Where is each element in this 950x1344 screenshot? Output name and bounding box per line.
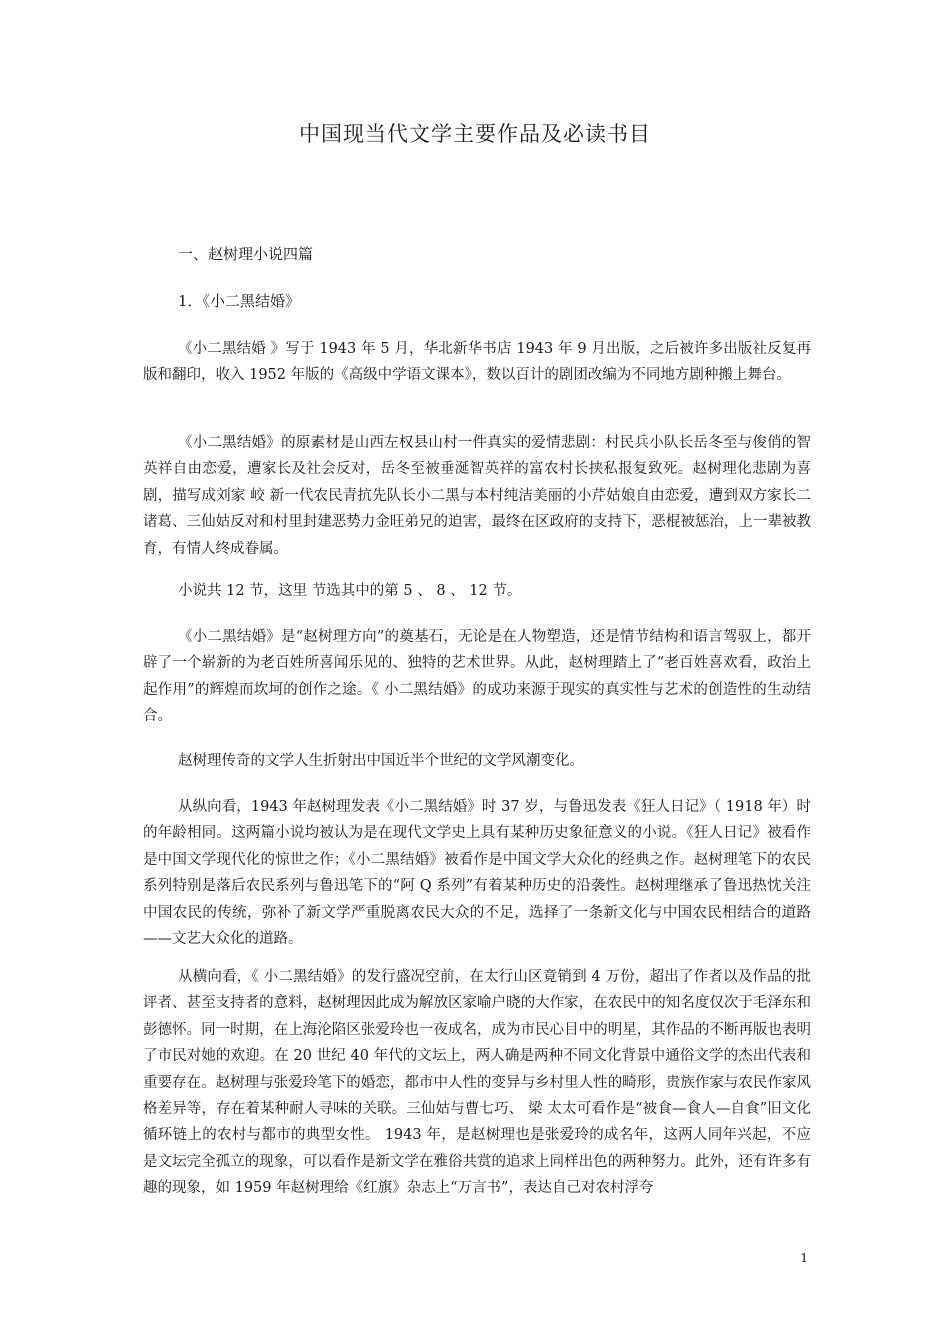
- paragraph-vertical-view: 从纵向看，1943 年赵树理发表《小二黑结婚》时 37 岁，与鲁迅发表《狂人日记》（ 1918 年）时的年龄相同。这两篇小说均被认为是在现代文学史上具有某种历史象征意义的小说。《狂人日记》被看作是中国文学现代化的惊世之作；《小二黑结婚》被看作是中国文学大众化的经典之作。赵树理笔下的农民系列特别是落后农民系列与鲁迅笔下的“阿 Q 系列”有着某种历史的沿袭性。赵树理继承了鲁迅热忱关注中国农民的传统，弥补了新文学严重脱离农民大众的不足，选择了一条新文化与中国农民相结合的道路——文艺大众化的道路。: [143, 799, 811, 948]
- paragraph-excerpt-note: 小说共 12 节，这里 节选其中的第 5 、 8 、 12 节。: [178, 583, 522, 599]
- subsection-heading: 1．《小二黑结婚》: [178, 292, 301, 310]
- paragraph-source-material: 《小二黑结婚》的原素材是山西左权县山村一件真实的爱情悲剧：村民兵小队长岳冬至与俊俏的智英祥自由恋爱，遭家长及社会反对，岳冬至被垂涎智英祥的富农村长挟私报复致死。赵树理化悲剧为喜剧，描写成刘家 峧 新一代农民青抗先队长小二黑与本村纯洁美丽的小芹姑娘自由恋爱，遭到双方家长二诸葛、三仙姑反对和村里封建恶势力金旺弟兄的迫害，最终在区政府的支持下，恶棍被惩治，上一辈被教育，有情人终成眷属。: [143, 435, 811, 557]
- section-heading: 一、赵树理小说四篇: [178, 245, 314, 263]
- document-title: 中国现当代文学主要作品及必读书目: [299, 122, 651, 146]
- page-number: 1: [800, 1251, 808, 1265]
- paragraph-horizontal-view: 从横向看，《 小二黑结婚》的发行盛况空前，在太行山区竟销到 4 万份，超出了作者以及作品的批评者、甚至支持者的意料，赵树理因此成为解放区家喻户晓的大作家，在农民中的知名度仅次于毛泽东和彭德怀。同一时期，在上海沦陷区张爱玲也一夜成名，成为市民心目中的明星，其作品的不断再版也表明了市民对她的欢迎。在 20 世纪 40 年代的文坛上，两人确是两种不同文化背景中通俗文学的杰出代表和重要存在。赵树理与张爱玲笔下的婚恋，都市中人性的变异与乡村里人性的畸形，贵族作家与农民作家风格差异等，存在着某种耐人寻味的关联。三仙姑与曹七巧、 梁 太太可看作是“被食—食人—自食”旧文化循环链上的农村与都市的典型女性。 1943 年，是赵树理也是张爱玲的成名年，这两人同年兴起，不应是文坛完全孤立的现象，可以看作是新文学在雅俗共赏的追求上同样出色的两种努力。此外，还有许多有趣的现象，如 1959 年赵树理给《红旗》杂志上“万言书”，表达自己对农村浮夸: [143, 969, 811, 1197]
- paragraph-publication: 《小二黑结婚 》写于 1943 年 5 月，华北新华书店 1943 年 9 月出版，之后被许多出版社反复再版和翻印，收入 1952 年版的《高级中学语文课本》，数以百计的剧团改编为不同地方剧种搬上舞台。: [143, 341, 811, 384]
- paragraph-literary-life: 赵树理传奇的文学人生折射出中国近半个世纪的文学风潮变化。: [178, 753, 584, 769]
- paragraph-significance: 《小二黑结婚》是“赵树理方向”的奠基石，无论是在人物塑造，还是情节结构和语言驾驭上，都开辟了一个崭新的为老百姓所喜闻乐见的、独特的艺术世界。从此，赵树理踏上了“老百姓喜欢看，政治上起作用”的辉煌而坎坷的创作之途。《 小二黑结婚》的成功来源于现实的真实性与艺术的创造性的生动结合。: [143, 629, 811, 725]
